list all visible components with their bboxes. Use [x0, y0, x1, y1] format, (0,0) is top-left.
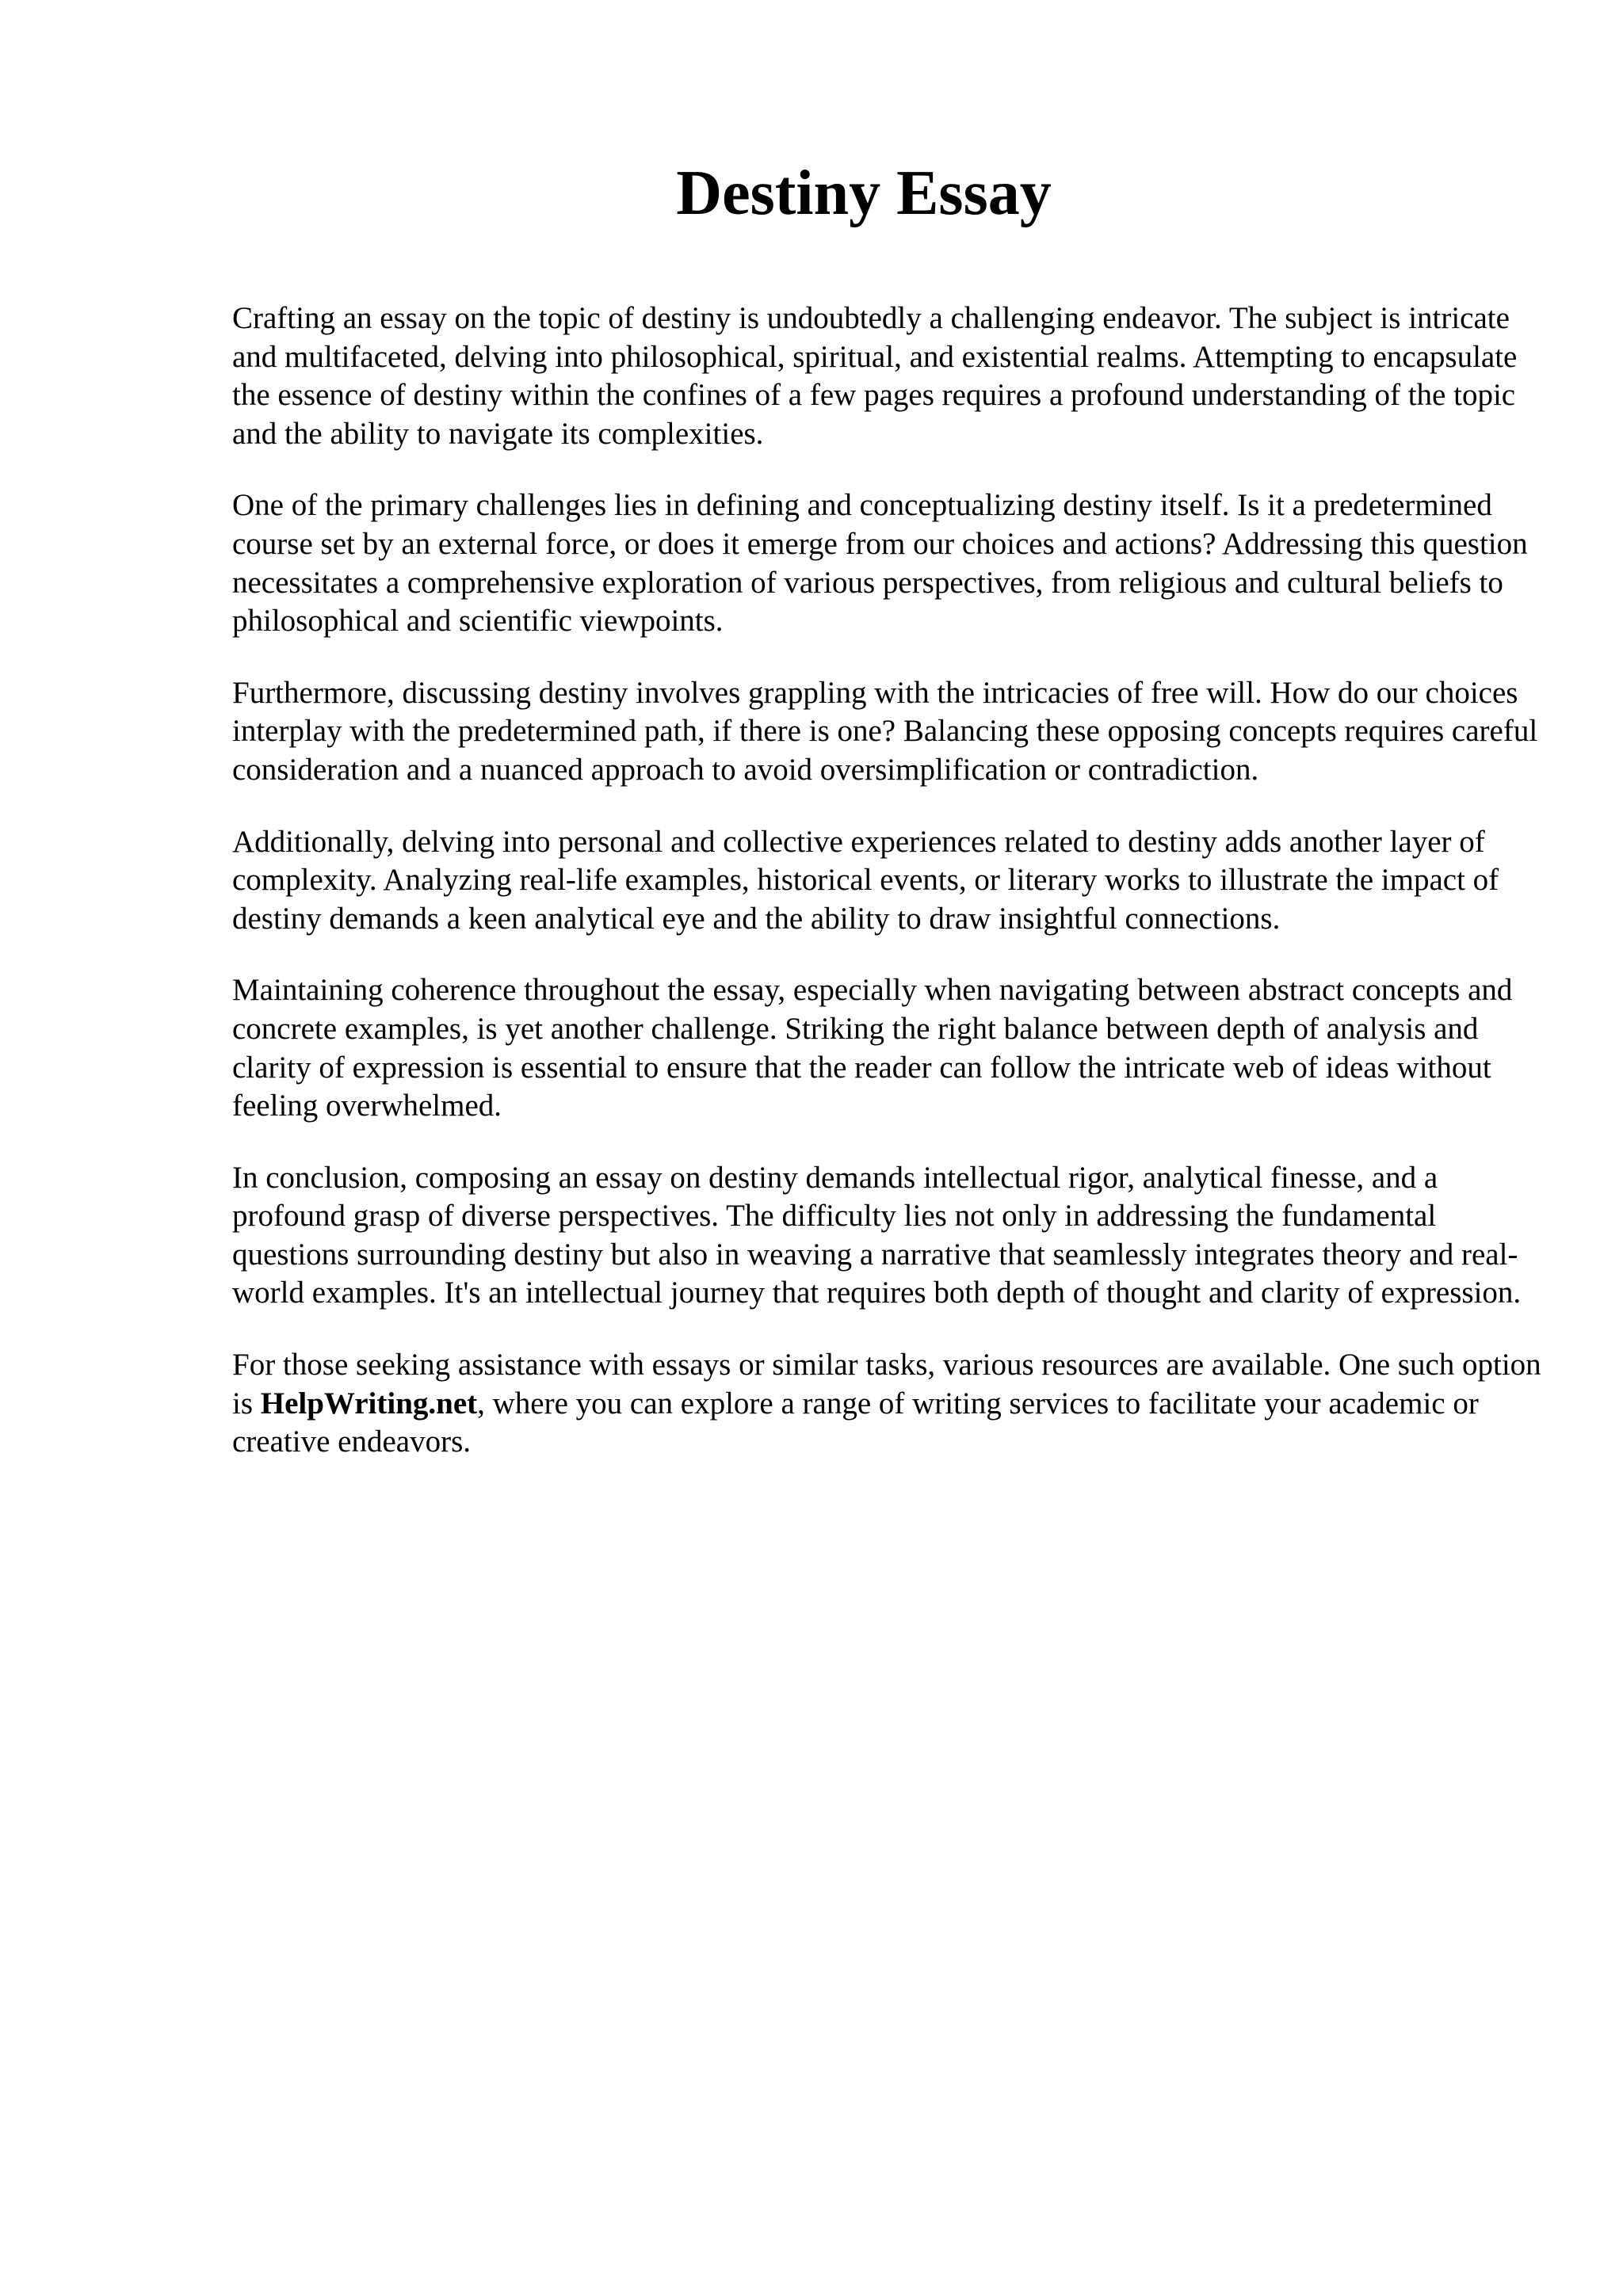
paragraph-5: Maintaining coherence throughout the essay, especially when navigating between abstract concepts and concrete examples, is yet another challenge. Striking the right balance between depth of analysis and clarity of expression is essential to ensure that the reader can follow the intricate web of ideas without feeling overwhelmed. — [232, 973, 1513, 1123]
document-title: Destiny Essay — [676, 158, 1052, 228]
paragraph-2: One of the primary challenges lies in defining and conceptualizing destiny itself. Is it a predetermined course set by an external force, or does it emerge from our choices and actions? Addressing this question necessitates a comprehensive exploration of various perspectives, from religious and cultural beliefs to philosophical and scientific viewpoints. — [232, 488, 1528, 639]
paragraph-1: Crafting an essay on the topic of destiny is undoubtedly a challenging endeavor. The subject is intricate and multifaceted, delving into philosophical, spiritual, and existential realms. Attempting to encapsulate the essence of destiny within the confines of a few pages requires a profound understanding of the topic and the ability to navigate its complexities. — [232, 301, 1518, 451]
paragraph-7 — [232, 1346, 1548, 1462]
paragraph-6: In conclusion, composing an essay on destiny demands intellectual rigor, analytical finesse, and a profound grasp of diverse perspectives. The difficulty lies not only in addressing the fundamental questions surrounding destiny but also in weaving a narrative that seamlessly integrates theory and real-world examples. It's an intellectual journey that requires both depth of thought and clarity of expression. — [232, 1160, 1522, 1310]
paragraph-7-outro: , where you can explore a range of writing services to facilitate your academic or creative endeavors. — [232, 1386, 1479, 1459]
paragraph-4: Additionally, delving into personal and collective experiences related to destiny adds another layer of complexity. Analyzing real-life examples, historical events, or literary works to illustrate the impact of destiny demands a keen analytical eye and the ability to draw insightful connections. — [232, 824, 1499, 936]
paragraph-7-intro: For those seeking assistance with essays or similar tasks, various resources are available. One such option is — [232, 1348, 1541, 1421]
document-body — [232, 299, 1548, 1495]
paragraph-3: Furthermore, discussing destiny involves grappling with the intricacies of free will. How do our choices interplay with the predetermined path, if there is one? Balancing these opposing concepts requires careful consideration and a nuanced approach to avoid oversimplification or contradiction. — [232, 675, 1538, 787]
helpwriting-link[interactable]: HelpWriting.net — [260, 1386, 478, 1421]
